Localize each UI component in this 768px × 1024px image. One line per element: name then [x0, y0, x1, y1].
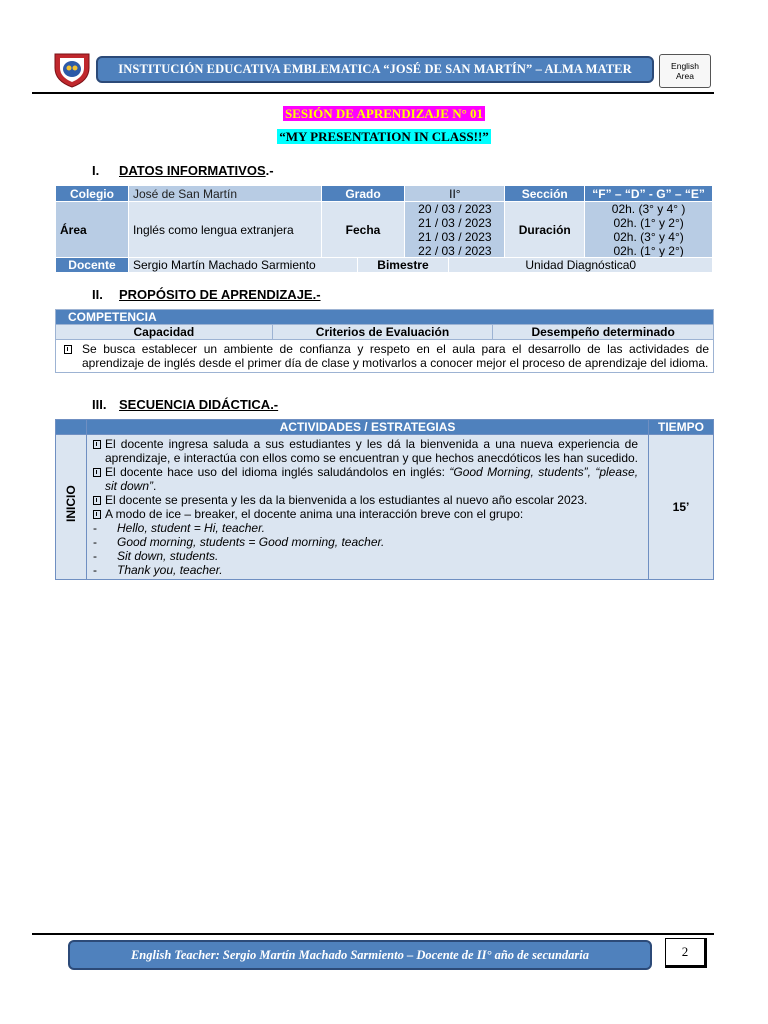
checkbox-bullet-icon	[93, 440, 101, 449]
section-3-number: III.	[92, 397, 107, 412]
section-1-heading	[92, 163, 274, 178]
activity-text-2	[105, 465, 638, 493]
docente-value: Sergio Martín Machado Sarmiento	[128, 258, 357, 273]
actividades-cell	[87, 435, 649, 580]
section-2-title: PROPÓSITO DE APRENDIZAJE.-	[119, 287, 321, 302]
topic-title-text: “MY PRESENTATION IN CLASS!!”	[279, 129, 489, 144]
section-1-title: DATOS INFORMATIVOS	[119, 163, 266, 178]
duracion-4: 02h. (1° y 2°)	[613, 244, 684, 258]
fecha-values	[405, 202, 505, 259]
datos-informativos-table	[55, 185, 713, 259]
dialog-list	[93, 521, 638, 577]
activity-text-2b: “Good Morning, students”, “please, sit down”	[105, 465, 639, 493]
institution-banner	[96, 56, 654, 83]
dash-bullet-icon: -	[93, 521, 97, 535]
tiempo-value: 15’	[649, 435, 714, 580]
proposito-table	[55, 309, 714, 373]
secuencia-table	[55, 419, 714, 580]
topic-title	[0, 128, 768, 146]
dash-bullet-icon: -	[93, 563, 97, 577]
activity-item-1	[93, 437, 638, 465]
page-number: 2	[665, 938, 707, 968]
dash-bullet-icon: -	[93, 535, 97, 549]
grado-label: Grado	[321, 186, 405, 202]
session-title	[0, 105, 768, 123]
activity-item-3	[93, 493, 638, 507]
competencia-header: COMPETENCIA	[56, 310, 714, 325]
dialog-text-1: Hello, student = Hi, teacher.	[117, 521, 265, 535]
badge-line-2: Area	[676, 71, 694, 81]
seccion-label: Sección	[505, 186, 585, 202]
duracion-3: 02h. (3° y 4°)	[613, 230, 684, 244]
activity-text-2c: .	[153, 479, 157, 493]
session-title-text: SESIÓN DE APRENDIZAJE N° 01	[284, 106, 484, 121]
section-2-number: II.	[92, 287, 103, 302]
activity-text-2a: El docente hace uso del idioma inglés saludándolos en inglés:	[105, 465, 450, 479]
criterios-header: Criterios de Evaluación	[272, 325, 493, 340]
footer-banner	[68, 940, 652, 970]
dialog-line	[93, 521, 638, 535]
duracion-2: 02h. (1° y 2°)	[613, 216, 684, 230]
capacidad-header: Capacidad	[56, 325, 273, 340]
activity-text-1: El docente ingresa saluda a sus estudiantes y les dá la bienvenida a una nueva experiencia de aprendizaje, e interactúa con ellos como se encuentran y que hechos anecdóticos les han sucedido.	[105, 437, 639, 465]
dialog-line	[93, 549, 638, 563]
bimestre-label: Bimestre	[357, 258, 449, 273]
checkbox-bullet-icon	[93, 496, 101, 505]
dialog-text-4: Thank you, teacher.	[117, 563, 223, 577]
section-2-heading	[92, 287, 321, 302]
footer-rule	[32, 933, 714, 935]
area-value: Inglés como lengua extranjera	[128, 202, 321, 259]
duracion-1: 02h. (3° y 4° )	[611, 202, 686, 216]
actividades-header: ACTIVIDADES / ESTRATEGIAS	[87, 420, 649, 435]
dialog-text-2: Good morning, students = Good morning, teacher.	[117, 535, 385, 549]
dialog-line	[93, 563, 638, 577]
activity-text-3: El docente se presenta y les da la bienvenida a los estudiantes al nuevo año escolar 2023.	[105, 493, 588, 507]
seccion-value: “F” – “D” - G” – “E”	[585, 186, 713, 202]
section-1-number: I.	[92, 163, 100, 178]
grado-value: II°	[405, 186, 505, 202]
tiempo-header: TIEMPO	[649, 420, 714, 435]
duracion-values	[585, 202, 713, 259]
fecha-2: 21 / 03 / 2023	[418, 216, 492, 230]
footer-text: English Teacher: Sergio Martín Machado Sarmiento – Docente de II° año de secundaria	[130, 947, 590, 962]
header-rule	[32, 92, 714, 94]
badge-line-1: English	[671, 61, 699, 71]
bimestre-value: Unidad Diagnóstica0	[449, 258, 713, 273]
checkbox-bullet-icon	[93, 468, 101, 477]
activity-text-4: A modo de ice – breaker, el docente anima una interacción breve con el grupo:	[105, 507, 524, 521]
section-1-suffix: .-	[265, 163, 274, 178]
area-label: Área	[56, 202, 129, 259]
proposito-cell	[56, 340, 714, 373]
docente-label: Docente	[56, 258, 129, 273]
school-shield-logo	[52, 50, 92, 88]
fecha-1: 20 / 03 / 2023	[418, 202, 492, 216]
phase-label: INICIO	[64, 485, 78, 522]
checkbox-bullet-icon	[93, 510, 101, 519]
desempeno-header: Desempeño determinado	[493, 325, 714, 340]
institution-name: INSTITUCIÓN EDUCATIVA EMBLEMATICA “JOSÉ DE SAN MARTÍN” – ALMA MATER	[118, 62, 632, 76]
duracion-label: Duración	[505, 202, 585, 259]
docente-row-table	[55, 257, 713, 273]
proposito-item	[64, 342, 709, 370]
activity-item-4	[93, 507, 638, 521]
dash-bullet-icon: -	[93, 549, 97, 563]
activity-item-2	[93, 465, 638, 493]
english-area-badge	[659, 54, 711, 88]
section-3-title: SECUENCIA DIDÁCTICA.-	[119, 397, 279, 412]
colegio-label: Colegio	[56, 186, 129, 202]
fecha-3: 21 / 03 / 2023	[418, 230, 492, 244]
colegio-value: José de San Martín	[128, 186, 321, 202]
fecha-label: Fecha	[321, 202, 405, 259]
fecha-4: 22 / 03 / 2023	[418, 244, 492, 258]
dialog-text-3: Sit down, students.	[117, 549, 219, 563]
checkbox-bullet-icon	[64, 345, 72, 354]
section-3-heading	[92, 397, 278, 412]
phase-cell	[56, 435, 87, 580]
proposito-text: Se busca establecer un ambiente de confianza y respeto en el aula para el desarrollo de las actividades de aprendizaje de inglés desde el primer día de clase y motivarlos a conocer mejor el proceso de aprendizaje del idioma.	[82, 342, 709, 370]
dialog-line	[93, 535, 638, 549]
